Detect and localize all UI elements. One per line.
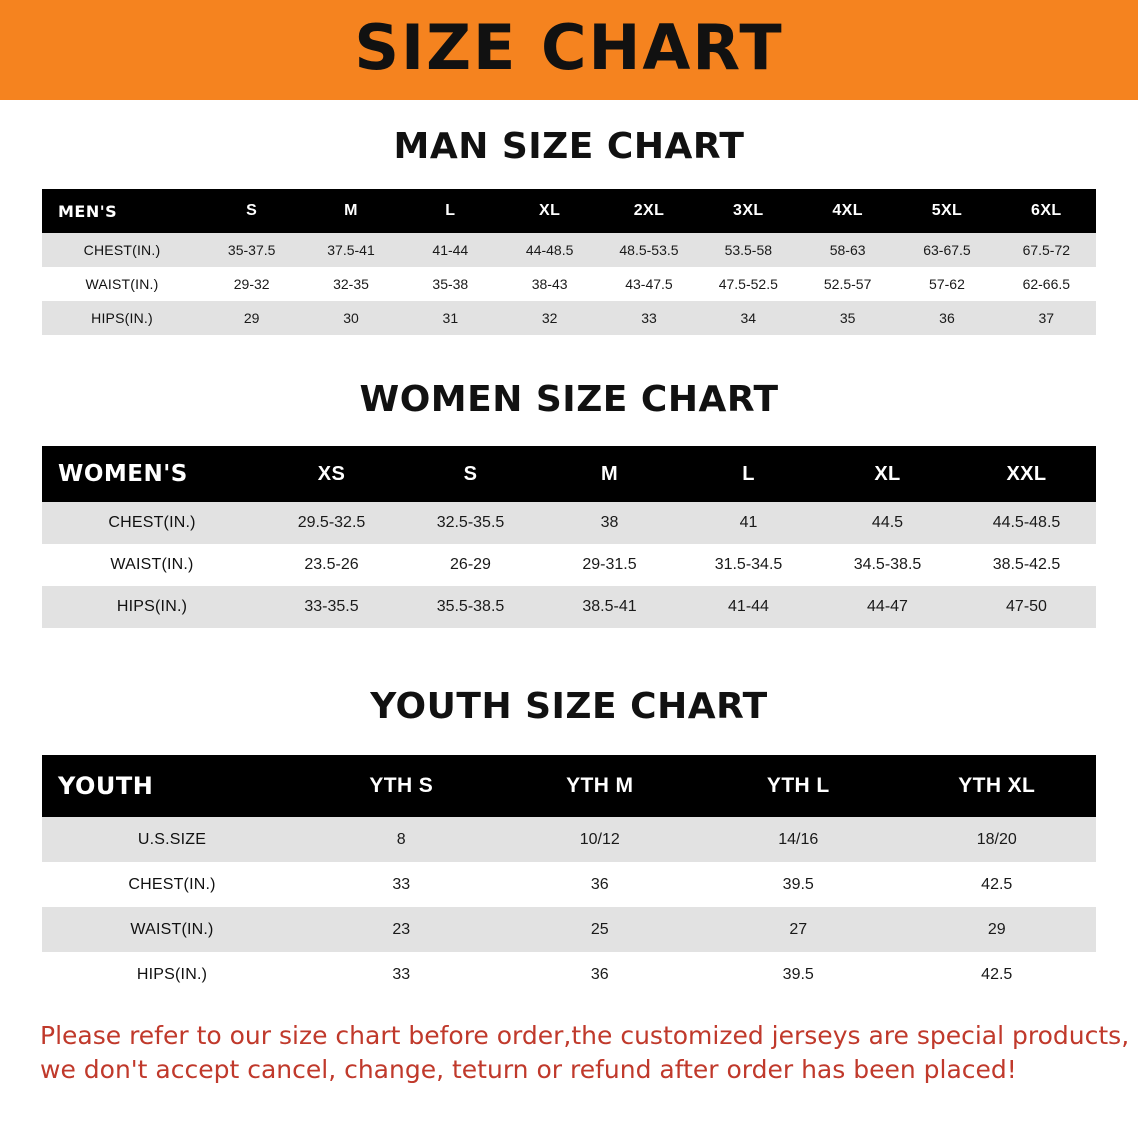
youth-cell: 23	[302, 907, 501, 952]
man-cell: 35-37.5	[202, 233, 301, 267]
man-cell: 36	[897, 301, 996, 335]
man-column-header: S	[202, 189, 301, 233]
man-cell: 58-63	[798, 233, 897, 267]
women-column-header: L	[679, 446, 818, 502]
youth-cell: 33	[302, 952, 501, 997]
man-table-row	[42, 267, 1096, 301]
women-cell: 44.5	[818, 502, 957, 544]
women-table-row	[42, 586, 1096, 628]
women-column-header: M	[540, 446, 679, 502]
page-title: SIZE CHART	[354, 11, 784, 84]
women-cell: 41	[679, 502, 818, 544]
women-column-header: XXL	[957, 446, 1096, 502]
women-column-header: XL	[818, 446, 957, 502]
order-policy-note	[0, 1019, 1138, 1087]
youth-row-label: U.S.SIZE	[42, 817, 302, 862]
man-column-header: L	[401, 189, 500, 233]
youth-cell: 29	[898, 907, 1097, 952]
man-column-header: 6XL	[997, 189, 1096, 233]
man-row-label: HIPS(IN.)	[42, 301, 202, 335]
women-header-label: WOMEN'S	[42, 446, 262, 502]
women-row-label: CHEST(IN.)	[42, 502, 262, 544]
man-cell: 37	[997, 301, 1096, 335]
women-header-row	[42, 446, 1096, 502]
youth-cell: 36	[501, 952, 700, 997]
youth-header-row	[42, 755, 1096, 817]
man-row-label: CHEST(IN.)	[42, 233, 202, 267]
man-cell: 29	[202, 301, 301, 335]
women-cell: 44-47	[818, 586, 957, 628]
youth-table-row	[42, 862, 1096, 907]
youth-cell: 27	[699, 907, 898, 952]
man-cell: 52.5-57	[798, 267, 897, 301]
order-policy-note-line2: we don't accept cancel, change, teturn or refund after order has been placed!	[40, 1054, 1017, 1084]
man-cell: 44-48.5	[500, 233, 599, 267]
youth-cell: 18/20	[898, 817, 1097, 862]
women-cell: 31.5-34.5	[679, 544, 818, 586]
man-column-header: XL	[500, 189, 599, 233]
women-row-label: HIPS(IN.)	[42, 586, 262, 628]
women-column-header: XS	[262, 446, 401, 502]
man-cell: 29-32	[202, 267, 301, 301]
man-cell: 32-35	[301, 267, 400, 301]
man-column-header: 2XL	[599, 189, 698, 233]
man-cell: 31	[401, 301, 500, 335]
youth-table-row	[42, 952, 1096, 997]
women-cell: 32.5-35.5	[401, 502, 540, 544]
man-table-head	[42, 189, 1096, 233]
youth-column-header: YTH M	[501, 755, 700, 817]
youth-size-table	[42, 755, 1096, 997]
youth-section-heading: YOUTH SIZE CHART	[370, 686, 768, 727]
women-cell: 23.5-26	[262, 544, 401, 586]
man-cell: 38-43	[500, 267, 599, 301]
youth-column-header: YTH S	[302, 755, 501, 817]
youth-header-label: YOUTH	[42, 755, 302, 817]
order-policy-note-line1: Please refer to our size chart before order,the customized jerseys are special products,	[40, 1021, 1130, 1050]
man-section-heading: MAN SIZE CHART	[393, 126, 745, 167]
man-table-wrap	[0, 189, 1138, 335]
man-table-row	[42, 233, 1096, 267]
man-cell: 57-62	[897, 267, 996, 301]
youth-column-header: YTH L	[699, 755, 898, 817]
man-row-label: WAIST(IN.)	[42, 267, 202, 301]
women-cell: 29.5-32.5	[262, 502, 401, 544]
man-header-row	[42, 189, 1096, 233]
women-cell: 47-50	[957, 586, 1096, 628]
youth-table-row	[42, 907, 1096, 952]
youth-cell: 36	[501, 862, 700, 907]
man-cell: 47.5-52.5	[699, 267, 798, 301]
youth-row-label: WAIST(IN.)	[42, 907, 302, 952]
man-cell: 67.5-72	[997, 233, 1096, 267]
man-cell: 53.5-58	[699, 233, 798, 267]
women-table-wrap	[0, 446, 1138, 628]
youth-cell: 39.5	[699, 952, 898, 997]
youth-cell: 42.5	[898, 862, 1097, 907]
youth-cell: 33	[302, 862, 501, 907]
women-cell: 33-35.5	[262, 586, 401, 628]
youth-cell: 14/16	[699, 817, 898, 862]
youth-row-label: HIPS(IN.)	[42, 952, 302, 997]
youth-table-head	[42, 755, 1096, 817]
youth-cell: 10/12	[501, 817, 700, 862]
man-cell: 62-66.5	[997, 267, 1096, 301]
women-table-head	[42, 446, 1096, 502]
youth-cell: 39.5	[699, 862, 898, 907]
women-table-body	[42, 502, 1096, 628]
man-table-row	[42, 301, 1096, 335]
youth-cell: 25	[501, 907, 700, 952]
women-table-row	[42, 502, 1096, 544]
women-cell: 29-31.5	[540, 544, 679, 586]
man-column-header: 4XL	[798, 189, 897, 233]
women-cell: 38.5-42.5	[957, 544, 1096, 586]
man-header-label: MEN'S	[42, 189, 202, 233]
women-cell: 34.5-38.5	[818, 544, 957, 586]
women-table-row	[42, 544, 1096, 586]
women-section-heading: WOMEN SIZE CHART	[359, 379, 779, 420]
women-cell: 41-44	[679, 586, 818, 628]
man-column-header: 3XL	[699, 189, 798, 233]
youth-cell: 8	[302, 817, 501, 862]
youth-table-row	[42, 817, 1096, 862]
man-cell: 37.5-41	[301, 233, 400, 267]
women-cell: 38.5-41	[540, 586, 679, 628]
man-cell: 34	[699, 301, 798, 335]
man-cell: 32	[500, 301, 599, 335]
women-cell: 38	[540, 502, 679, 544]
man-cell: 48.5-53.5	[599, 233, 698, 267]
page-banner	[0, 0, 1138, 100]
youth-cell: 42.5	[898, 952, 1097, 997]
women-column-header: S	[401, 446, 540, 502]
man-cell: 35-38	[401, 267, 500, 301]
women-cell: 26-29	[401, 544, 540, 586]
youth-table-body	[42, 817, 1096, 997]
man-column-header: 5XL	[897, 189, 996, 233]
man-size-table	[42, 189, 1096, 335]
man-column-header: M	[301, 189, 400, 233]
man-cell: 63-67.5	[897, 233, 996, 267]
women-cell: 44.5-48.5	[957, 502, 1096, 544]
women-size-table	[42, 446, 1096, 628]
man-cell: 30	[301, 301, 400, 335]
man-table-body	[42, 233, 1096, 335]
man-cell: 41-44	[401, 233, 500, 267]
women-row-label: WAIST(IN.)	[42, 544, 262, 586]
youth-table-wrap	[0, 755, 1138, 997]
youth-row-label: CHEST(IN.)	[42, 862, 302, 907]
man-cell: 33	[599, 301, 698, 335]
man-cell: 35	[798, 301, 897, 335]
man-cell: 43-47.5	[599, 267, 698, 301]
youth-column-header: YTH XL	[898, 755, 1097, 817]
women-cell: 35.5-38.5	[401, 586, 540, 628]
